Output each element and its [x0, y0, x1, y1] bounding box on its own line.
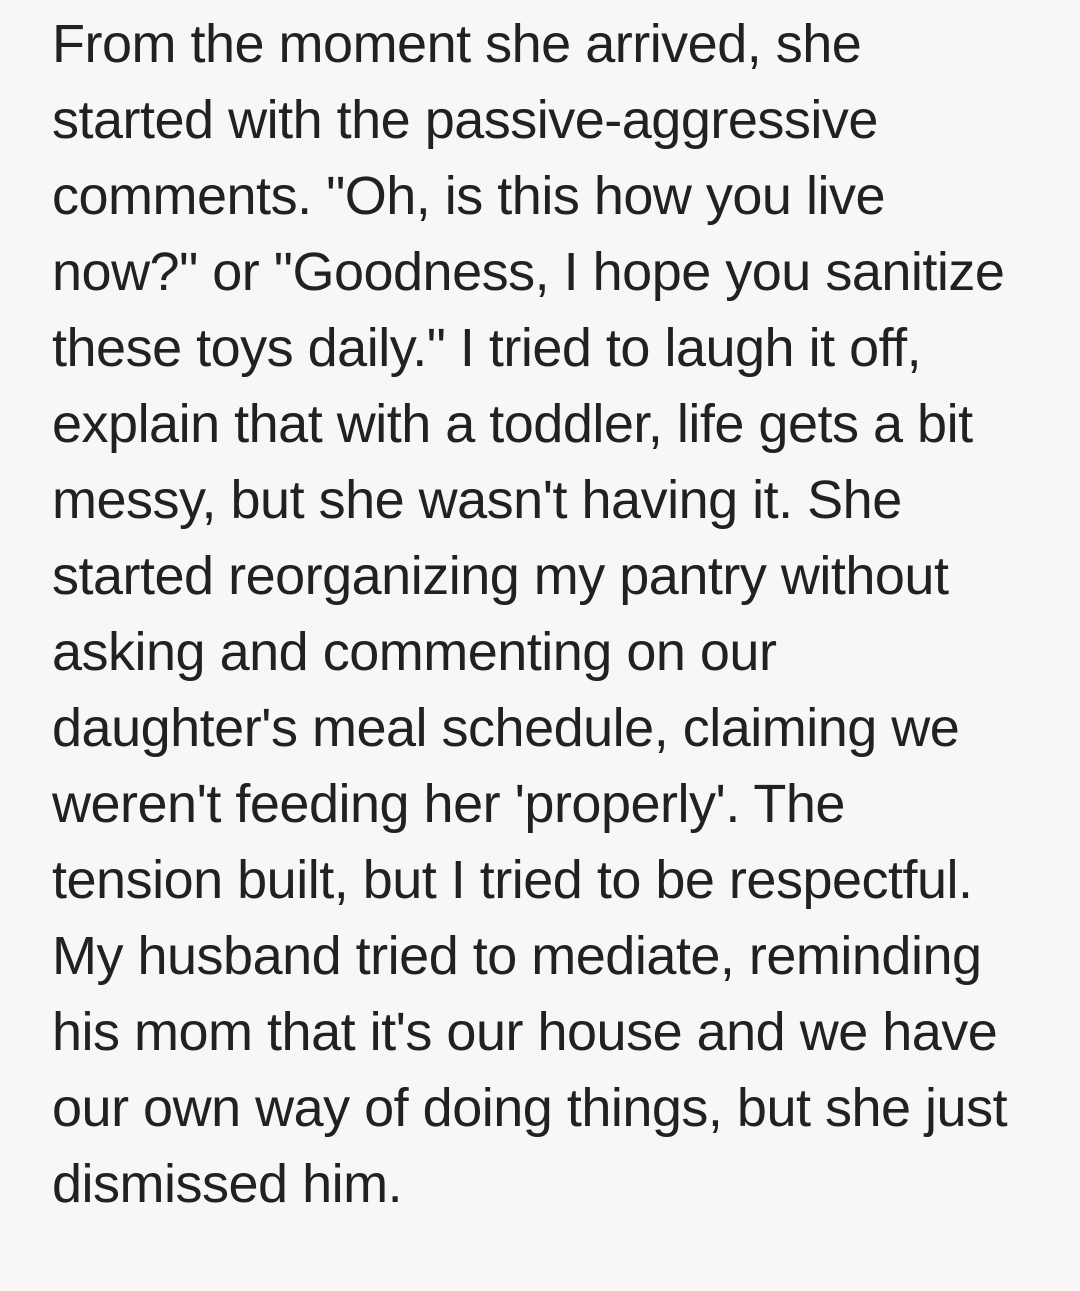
text-line: messy, but she wasn't having it. She — [52, 470, 902, 530]
text-line: My husband tried to mediate, reminding — [52, 926, 982, 986]
text-line: daughter's meal schedule, claiming we — [52, 698, 960, 758]
text-line: comments. "Oh, is this how you live — [52, 166, 885, 226]
text-line: From the moment she arrived, she — [52, 14, 862, 74]
text-line: asking and commenting on our — [52, 622, 777, 682]
story-paragraph — [52, 6, 1040, 1222]
text-line: his mom that it's our house and we have — [52, 1002, 998, 1062]
text-line: explain that with a toddler, life gets a bit — [52, 394, 973, 454]
text-line: weren't feeding her 'properly'. The — [52, 774, 845, 834]
text-line: these toys daily." I tried to laugh it off, — [52, 318, 922, 378]
text-line: started reorganizing my pantry without — [52, 546, 949, 606]
text-line: started with the passive-aggressive — [52, 90, 878, 150]
text-line: now?" or "Goodness, I hope you sanitize — [52, 242, 1005, 302]
text-line: dismissed him. — [52, 1154, 403, 1214]
text-line: our own way of doing things, but she just — [52, 1078, 1008, 1138]
text-line: tension built, but I tried to be respectful. — [52, 850, 973, 910]
